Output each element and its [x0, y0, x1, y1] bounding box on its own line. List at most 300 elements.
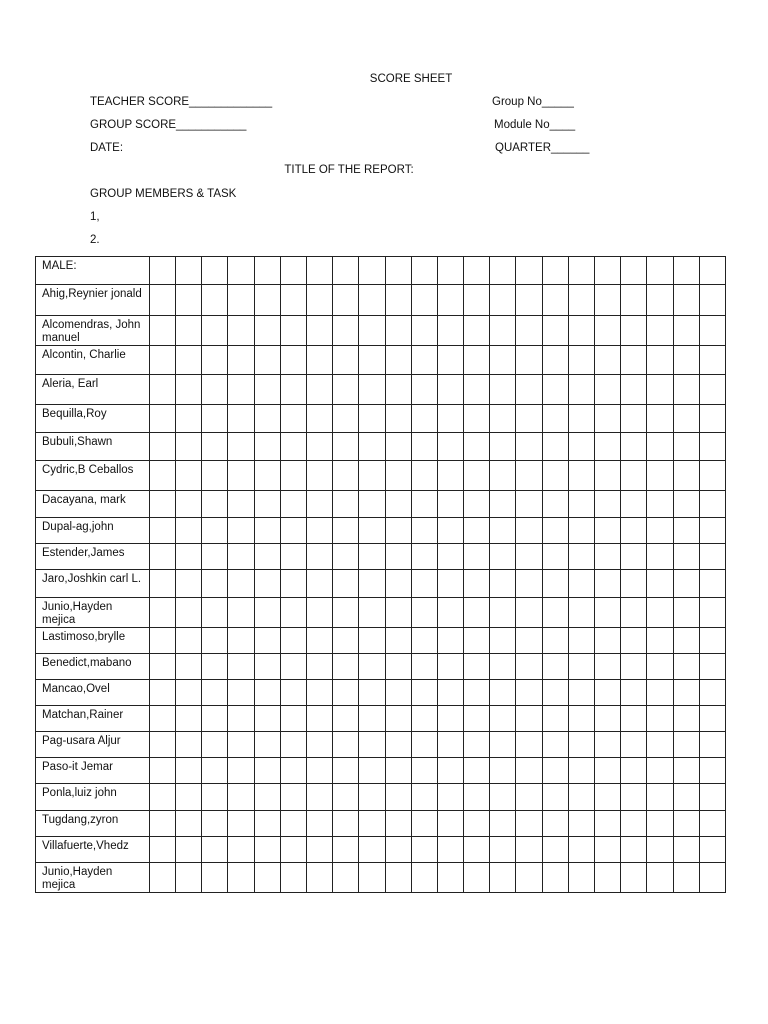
score-cell [647, 375, 673, 405]
score-cell [411, 433, 437, 461]
date-label: DATE: [90, 142, 124, 154]
score-cell [149, 257, 175, 285]
score-cell [464, 433, 490, 461]
score-cell [595, 544, 621, 570]
score-cell [306, 811, 332, 837]
score-cell [202, 405, 228, 433]
score-cell [595, 811, 621, 837]
score-cell [647, 732, 673, 758]
score-cell [647, 784, 673, 811]
score-cell [647, 433, 673, 461]
score-cell [699, 405, 725, 433]
score-cell [228, 461, 254, 491]
score-cell [202, 784, 228, 811]
score-cell [699, 758, 725, 784]
score-cell [516, 570, 542, 598]
score-cell [333, 316, 359, 346]
student-name: Estender,James [36, 544, 150, 570]
score-cell [149, 375, 175, 405]
table-row [36, 811, 726, 837]
score-cell [254, 316, 280, 346]
score-cell [437, 491, 463, 518]
score-cell [333, 863, 359, 893]
score-cell [176, 285, 202, 316]
score-cell [647, 518, 673, 544]
score-cell [228, 316, 254, 346]
score-cell [176, 706, 202, 732]
score-cell [280, 544, 306, 570]
score-cell [595, 433, 621, 461]
group-score-label: GROUP SCORE___________ [90, 119, 247, 131]
score-cell [464, 811, 490, 837]
score-cell [280, 285, 306, 316]
score-cell [490, 544, 516, 570]
score-cell [568, 706, 594, 732]
score-cell [699, 654, 725, 680]
score-cell [228, 680, 254, 706]
score-cell [411, 285, 437, 316]
score-cell [621, 811, 647, 837]
student-name: Ahig,Reynier jonald [36, 285, 150, 316]
score-cell [280, 706, 306, 732]
table-row [36, 285, 726, 316]
score-cell [647, 346, 673, 375]
score-cell [254, 811, 280, 837]
score-cell [437, 518, 463, 544]
score-cell [568, 375, 594, 405]
score-cell [254, 784, 280, 811]
score-cell [542, 257, 568, 285]
score-cell [490, 346, 516, 375]
score-cell [333, 570, 359, 598]
score-cell [333, 433, 359, 461]
score-cell [595, 598, 621, 628]
score-cell [647, 598, 673, 628]
score-cell [673, 544, 699, 570]
score-cell [699, 316, 725, 346]
score-cell [280, 837, 306, 863]
score-cell [306, 461, 332, 491]
score-cell [542, 863, 568, 893]
score-cell [437, 654, 463, 680]
score-cell [411, 598, 437, 628]
table-row [36, 628, 726, 654]
score-cell [359, 346, 385, 375]
score-cell [411, 316, 437, 346]
student-name: Cydric,B Ceballos [36, 461, 150, 491]
score-cell [306, 405, 332, 433]
score-table-body [36, 257, 726, 893]
score-cell [306, 863, 332, 893]
table-row [36, 461, 726, 491]
score-cell [621, 706, 647, 732]
student-name: Tugdang,zyron [36, 811, 150, 837]
score-cell [516, 784, 542, 811]
score-cell [306, 285, 332, 316]
score-cell [490, 518, 516, 544]
score-cell [699, 518, 725, 544]
score-cell [149, 784, 175, 811]
score-cell [411, 863, 437, 893]
score-cell [437, 837, 463, 863]
score-cell [385, 433, 411, 461]
score-cell [176, 598, 202, 628]
student-name: Dupal-ag,john [36, 518, 150, 544]
score-cell [516, 461, 542, 491]
score-cell [359, 654, 385, 680]
score-cell [464, 285, 490, 316]
score-cell [176, 784, 202, 811]
score-cell [385, 285, 411, 316]
score-cell [149, 732, 175, 758]
score-cell [647, 837, 673, 863]
score-cell [333, 518, 359, 544]
score-cell [176, 570, 202, 598]
student-name: Lastimoso,brylle [36, 628, 150, 654]
score-cell [699, 491, 725, 518]
score-cell [176, 654, 202, 680]
score-cell [464, 654, 490, 680]
score-cell [254, 654, 280, 680]
score-cell [437, 680, 463, 706]
table-row [36, 491, 726, 518]
score-cell [673, 433, 699, 461]
score-cell [595, 518, 621, 544]
score-cell [280, 784, 306, 811]
score-cell [542, 518, 568, 544]
score-cell [516, 811, 542, 837]
score-cell [673, 837, 699, 863]
score-cell [673, 491, 699, 518]
score-cell [306, 837, 332, 863]
score-cell [595, 346, 621, 375]
score-cell [254, 433, 280, 461]
score-cell [202, 863, 228, 893]
score-cell [254, 732, 280, 758]
score-cell [673, 758, 699, 784]
score-cell [359, 544, 385, 570]
score-cell [202, 570, 228, 598]
table-row [36, 346, 726, 375]
score-cell [464, 628, 490, 654]
score-cell [359, 375, 385, 405]
score-cell [228, 863, 254, 893]
score-cell [595, 706, 621, 732]
table-row [36, 784, 726, 811]
score-cell [464, 461, 490, 491]
score-cell [411, 491, 437, 518]
score-cell [516, 654, 542, 680]
score-cell [254, 758, 280, 784]
score-cell [568, 518, 594, 544]
score-cell [595, 405, 621, 433]
student-name: Matchan,Rainer [36, 706, 150, 732]
score-cell [699, 811, 725, 837]
score-cell [699, 544, 725, 570]
score-cell [149, 346, 175, 375]
score-cell [385, 706, 411, 732]
score-cell [176, 433, 202, 461]
score-cell [411, 732, 437, 758]
score-cell [385, 732, 411, 758]
member-line-2: 2. [90, 234, 100, 246]
score-cell [149, 544, 175, 570]
score-cell [490, 491, 516, 518]
score-cell [333, 375, 359, 405]
score-cell [228, 518, 254, 544]
score-cell [176, 863, 202, 893]
score-cell [202, 346, 228, 375]
score-cell [673, 461, 699, 491]
score-cell [516, 837, 542, 863]
score-cell [202, 375, 228, 405]
score-cell [516, 316, 542, 346]
score-cell [516, 680, 542, 706]
score-cell [411, 784, 437, 811]
score-cell [673, 375, 699, 405]
score-cell [464, 863, 490, 893]
score-cell [673, 732, 699, 758]
score-cell [280, 316, 306, 346]
score-cell [568, 680, 594, 706]
score-cell [621, 784, 647, 811]
score-cell [673, 257, 699, 285]
score-cell [254, 346, 280, 375]
score-cell [621, 405, 647, 433]
score-cell [542, 346, 568, 375]
table-row [36, 375, 726, 405]
score-cell [149, 285, 175, 316]
score-cell [516, 375, 542, 405]
score-cell [673, 570, 699, 598]
score-cell [568, 784, 594, 811]
score-cell [306, 732, 332, 758]
score-cell [333, 680, 359, 706]
score-cell [254, 863, 280, 893]
score-cell [306, 544, 332, 570]
score-cell [359, 257, 385, 285]
score-cell [149, 316, 175, 346]
module-no-label: Module No____ [494, 119, 576, 131]
student-name: Paso-it Jemar [36, 758, 150, 784]
score-cell [359, 518, 385, 544]
score-cell [149, 491, 175, 518]
score-cell [568, 257, 594, 285]
score-cell [333, 784, 359, 811]
score-cell [202, 433, 228, 461]
score-cell [254, 285, 280, 316]
score-cell [542, 375, 568, 405]
score-cell [621, 654, 647, 680]
table-header-row [36, 257, 726, 285]
score-cell [176, 680, 202, 706]
score-cell [176, 732, 202, 758]
score-cell [359, 863, 385, 893]
score-cell [490, 784, 516, 811]
score-cell [176, 518, 202, 544]
score-cell [621, 758, 647, 784]
score-cell [228, 706, 254, 732]
score-cell [621, 491, 647, 518]
score-cell [542, 837, 568, 863]
score-cell [411, 758, 437, 784]
score-cell [621, 518, 647, 544]
score-cell [176, 316, 202, 346]
table-row [36, 680, 726, 706]
score-cell [673, 405, 699, 433]
score-cell [176, 461, 202, 491]
score-cell [699, 837, 725, 863]
score-cell [254, 837, 280, 863]
score-cell [490, 461, 516, 491]
score-cell [437, 257, 463, 285]
score-cell [647, 570, 673, 598]
score-cell [516, 518, 542, 544]
score-cell [411, 837, 437, 863]
score-cell [490, 863, 516, 893]
score-cell [568, 811, 594, 837]
score-cell [516, 285, 542, 316]
student-name: Mancao,Ovel [36, 680, 150, 706]
score-cell [228, 732, 254, 758]
score-cell [359, 598, 385, 628]
score-cell [647, 706, 673, 732]
score-table [35, 256, 726, 893]
score-cell [228, 491, 254, 518]
score-cell [464, 570, 490, 598]
score-cell [595, 316, 621, 346]
score-cell [542, 570, 568, 598]
score-cell [595, 628, 621, 654]
score-cell [333, 654, 359, 680]
score-cell [202, 461, 228, 491]
score-cell [202, 654, 228, 680]
score-cell [516, 598, 542, 628]
score-cell [490, 758, 516, 784]
score-cell [595, 570, 621, 598]
score-cell [411, 680, 437, 706]
table-row [36, 405, 726, 433]
score-cell [490, 285, 516, 316]
score-cell [516, 863, 542, 893]
score-cell [385, 654, 411, 680]
score-cell [149, 811, 175, 837]
score-cell [437, 758, 463, 784]
score-cell [149, 405, 175, 433]
student-name: Alcontin, Charlie [36, 346, 150, 375]
score-cell [228, 257, 254, 285]
score-cell [385, 837, 411, 863]
score-cell [437, 863, 463, 893]
score-cell [673, 680, 699, 706]
score-cell [280, 257, 306, 285]
student-name: Benedict,mabano [36, 654, 150, 680]
score-cell [464, 706, 490, 732]
score-cell [595, 461, 621, 491]
table-row [36, 544, 726, 570]
score-cell [516, 732, 542, 758]
student-name: Alcomendras, John manuel [36, 316, 150, 346]
score-cell [149, 461, 175, 491]
score-cell [490, 654, 516, 680]
score-cell [359, 285, 385, 316]
score-cell [490, 433, 516, 461]
score-cell [254, 544, 280, 570]
score-cell [437, 570, 463, 598]
score-cell [359, 405, 385, 433]
score-cell [385, 257, 411, 285]
score-cell [228, 570, 254, 598]
score-cell [647, 863, 673, 893]
score-cell [176, 758, 202, 784]
score-cell [149, 628, 175, 654]
score-cell [568, 758, 594, 784]
score-cell [333, 491, 359, 518]
score-cell [437, 316, 463, 346]
score-cell [542, 811, 568, 837]
score-cell [699, 257, 725, 285]
score-cell [490, 570, 516, 598]
score-cell [621, 598, 647, 628]
score-cell [411, 811, 437, 837]
score-cell [621, 544, 647, 570]
score-cell [647, 461, 673, 491]
score-cell [333, 405, 359, 433]
score-cell [699, 732, 725, 758]
score-cell [699, 433, 725, 461]
score-cell [595, 375, 621, 405]
score-cell [411, 654, 437, 680]
student-name: Junio,Hayden mejica [36, 598, 150, 628]
score-cell [568, 863, 594, 893]
score-cell [149, 598, 175, 628]
score-cell [464, 257, 490, 285]
table-row [36, 316, 726, 346]
score-cell [280, 758, 306, 784]
score-cell [254, 570, 280, 598]
score-cell [542, 544, 568, 570]
report-title-label: TITLE OF THE REPORT: [284, 164, 414, 176]
score-cell [306, 680, 332, 706]
score-cell [647, 316, 673, 346]
score-cell [621, 680, 647, 706]
score-cell [228, 405, 254, 433]
score-cell [568, 346, 594, 375]
score-cell [673, 598, 699, 628]
score-cell [621, 346, 647, 375]
score-cell [464, 316, 490, 346]
score-cell [673, 863, 699, 893]
score-cell [568, 491, 594, 518]
score-cell [228, 544, 254, 570]
score-cell [464, 598, 490, 628]
score-cell [411, 461, 437, 491]
score-cell [306, 491, 332, 518]
score-cell [306, 346, 332, 375]
score-cell [149, 654, 175, 680]
student-name: Aleria, Earl [36, 375, 150, 405]
score-cell [542, 784, 568, 811]
score-cell [385, 518, 411, 544]
score-cell [385, 680, 411, 706]
score-cell [621, 433, 647, 461]
score-cell [359, 491, 385, 518]
score-cell [202, 732, 228, 758]
score-cell [490, 375, 516, 405]
score-cell [306, 706, 332, 732]
score-cell [254, 680, 280, 706]
quarter-label: QUARTER______ [495, 142, 590, 154]
